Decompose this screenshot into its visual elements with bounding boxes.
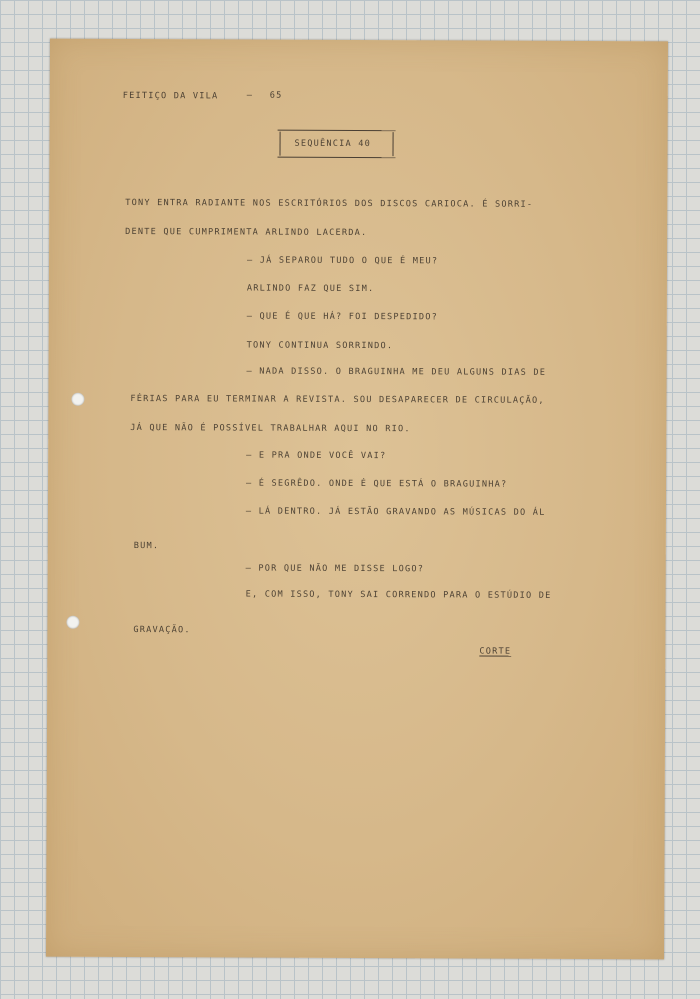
script-line: — JÁ SEPAROU TUDO O QUE É MEU? (247, 255, 439, 267)
punch-hole-bottom (66, 616, 79, 629)
script-line: GRAVAÇÃO. (133, 625, 191, 636)
script-line: BUM. (133, 541, 160, 552)
script-line: — NADA DISSO. O BRAGUINHA ME DEU ALGUNS DIAS DE (246, 366, 547, 378)
script-line: ARLINDO FAZ QUE SIM. (246, 283, 375, 295)
script-line: — POR QUE NÃO ME DISSE LOGO? (245, 563, 425, 575)
script-line: TONY ENTRA RADIANTE NOS ESCRITÓRIOS DOS DISCOS CARIOCA. É SORRI- (125, 197, 534, 210)
script-line: — LÁ DENTRO. JÁ ESTÃO GRAVANDO AS MÚSICAS DO ÁL (245, 506, 546, 518)
script-line: DENTE QUE CUMPRIMENTA ARLINDO LACERDA. (125, 226, 368, 239)
script-line: FÉRIAS PARA EU TERMINAR A REVISTA. SOU DESAPARECER DE CIRCULAÇÃO, (130, 394, 545, 406)
script-line: — E PRA ONDE VOCÊ VAI? (246, 450, 387, 462)
script-line: — QUE É QUE HÁ? FOI DESPEDIDO? (246, 311, 439, 323)
punch-hole-top (71, 393, 84, 406)
sequence-label: SEQUÊNCIA 40 (294, 138, 372, 150)
header-title: FEITIÇO DA VILA (122, 90, 219, 102)
script-line: — É SEGRÊDO. ONDE É QUE ESTÁ O BRAGUINHA? (246, 478, 508, 490)
script-line: JÁ QUE NÃO É POSSÍVEL TRABALHAR AQUI NO RIO. (130, 423, 411, 435)
sequence-box (279, 132, 393, 156)
page-number: 65 (269, 90, 283, 101)
closing-cut: CORTE (479, 646, 512, 657)
script-line: TONY CONTINUA SORRINDO. (246, 340, 394, 352)
script-line: E, COM ISSO, TONY SAI CORRENDO PARA O ESTÚDIO DE (245, 589, 552, 601)
header-dash: — (246, 90, 254, 101)
typewritten-page (46, 39, 668, 960)
